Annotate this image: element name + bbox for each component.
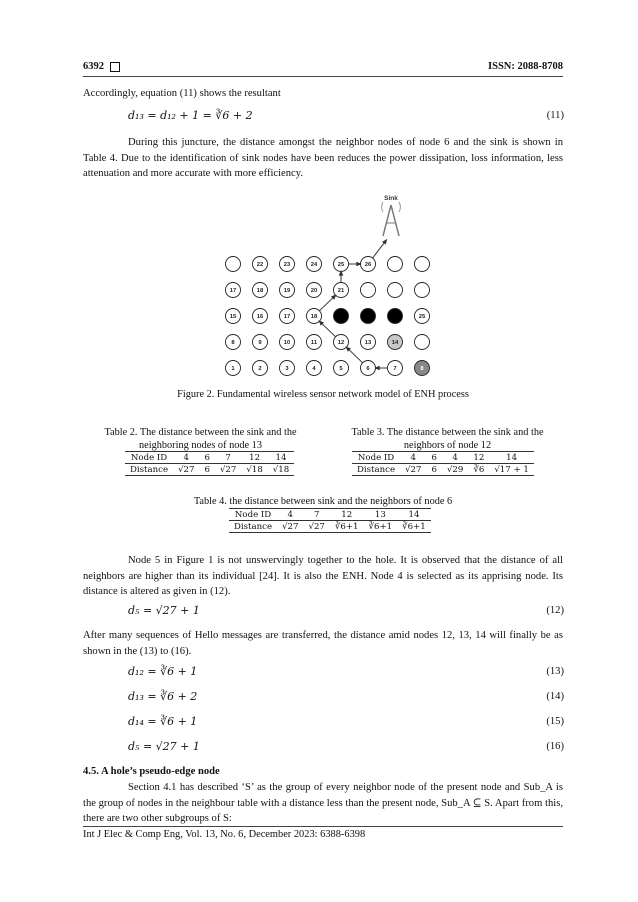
issn: ISSN: 2088-8708 [488, 61, 563, 72]
footer-rule [83, 826, 563, 827]
equation-14-number: (14) [546, 691, 564, 702]
node-label: 5 [339, 366, 343, 373]
header-rule [83, 76, 563, 77]
arrow-7-6-head [376, 366, 380, 369]
node-label: 14 [391, 340, 399, 347]
sensor-node [415, 283, 430, 298]
table-row: Node ID 4 6 4 12 14 [352, 452, 534, 464]
page-number: 6392 [83, 61, 120, 72]
node-label: 10 [283, 340, 291, 347]
table-row: Distance √27 6 √29 ∛6 √17 + 1 [352, 464, 534, 476]
section-title: 4.5. A hole’s pseudo-edge node [83, 766, 220, 777]
wsn-figure [215, 190, 440, 380]
equation-16: d₅ = √27 + 1 [128, 740, 200, 753]
paragraph-4: After many sequences of Hello messages are transferred, the distance amid nodes 12, 13, 14 will finally be as shown in the (13) to (16). [83, 630, 563, 657]
node-label: 9 [258, 340, 262, 347]
sensor-node [388, 283, 403, 298]
table-row: Node ID 4 7 12 13 14 [229, 509, 431, 521]
node-label: 20 [310, 288, 318, 295]
equation-11-number: (11) [546, 110, 564, 121]
sensor-node [361, 283, 376, 298]
arrow-25-26-head [357, 262, 361, 265]
table3-caption: Table 3. The distance between the sink and the neighbors of node 12 [351, 427, 544, 452]
equation-14: d₁₃ = ∛6 + 2 [128, 690, 198, 703]
node-label: 22 [256, 262, 264, 269]
table-row: Distance √27 √27 ∛6+1 ∛6+1 ∛6+1 [229, 521, 431, 533]
node-label: 7 [393, 366, 397, 373]
paragraph-5: Section 4.1 has described ‘S’ as the group of every neighbor node of the present node and Sub_A is the group of nodes in the neighbour table with a distance less than the present node, Sub_A ⊆ S. Apart from this, there are two other subgroups of S: [83, 782, 563, 825]
paragraph-3: Node 5 in Figure 1 is not unswervingly together to the hole. It is observed that the distance of all neighbors are higher than its individual [24]. It is also the ENH. Node 4 is selected as its apprising node. Its distance is altered as given in (12). [83, 555, 563, 598]
node-label: 17 [283, 314, 291, 321]
equation-12: d₅ = √27 + 1 [128, 604, 200, 617]
node-label: 16 [256, 314, 264, 321]
node-label: 25 [418, 314, 426, 321]
equation-13: d₁₂ = ∛6 + 1 [128, 665, 198, 678]
table-row: Node ID 4 6 7 12 14 [125, 452, 294, 464]
paragraph-2: During this juncture, the distance amongst the neighbor nodes of node 6 and the sink is shown in Table 4. Due to the identification of sink nodes have been reduces the power dissipation, loss information, less attenuation and more accurate with more efficiency. [83, 137, 563, 180]
node-label: 4 [312, 366, 316, 373]
node-label: 26 [364, 262, 372, 269]
sensor-node [415, 257, 430, 272]
table-2 [125, 451, 294, 476]
node-label: 11 [310, 340, 318, 347]
node-label: 12 [337, 340, 345, 347]
node-label: 21 [337, 288, 345, 295]
equation-15: d₁₄ = ∛6 + 1 [128, 715, 198, 728]
node-label: 2 [258, 366, 262, 373]
node-label: 25 [337, 262, 345, 269]
arrow-21-25-head [339, 272, 342, 276]
table-4 [229, 508, 431, 533]
footer-text: Int J Elec & Comp Eng, Vol. 13, No. 6, December 2023: 6388-6398 [83, 829, 366, 840]
sink-label: Sink [384, 195, 398, 202]
equation-16-number: (16) [546, 741, 564, 752]
node-label: 18 [310, 314, 318, 321]
equation-11: d₁₃ = d₁₂ + 1 = ∛6 + 2 [128, 109, 253, 122]
table2-caption: Table 2. The distance between the sink and the neighboring nodes of node 13 [104, 427, 297, 452]
node-label: 23 [283, 262, 291, 269]
sink-antenna-icon [382, 202, 401, 236]
equation-13-number: (13) [546, 666, 564, 677]
sensor-node [388, 309, 403, 324]
node-label: 8 [420, 366, 424, 373]
node-label: 6 [366, 366, 370, 373]
table-row: Distance √27 6 √27 √18 √18 [125, 464, 294, 476]
equation-15-number: (15) [546, 716, 564, 727]
node-label: 24 [310, 262, 318, 269]
node-label: 17 [229, 288, 237, 295]
node-label: 3 [285, 366, 289, 373]
sensor-node [226, 257, 241, 272]
sensor-node [415, 335, 430, 350]
node-label: 19 [283, 288, 291, 295]
node-label: 8 [231, 340, 235, 347]
sensor-node [361, 309, 376, 324]
node-label: 13 [364, 340, 372, 347]
table4-caption: Table 4. the distance between sink and the neighbors of node 6 [193, 496, 453, 507]
paragraph-1: Accordingly, equation (11) shows the resultant [83, 88, 281, 99]
square-icon [110, 62, 120, 72]
node-label: 15 [229, 314, 237, 321]
node-label: 18 [256, 288, 264, 295]
node-label: 1 [231, 366, 235, 373]
equation-12-number: (12) [546, 605, 564, 616]
sensor-node [334, 309, 349, 324]
figure-caption: Figure 2. Fundamental wireless sensor network model of ENH process [177, 389, 469, 400]
sensor-node [388, 257, 403, 272]
table-3 [352, 451, 534, 476]
